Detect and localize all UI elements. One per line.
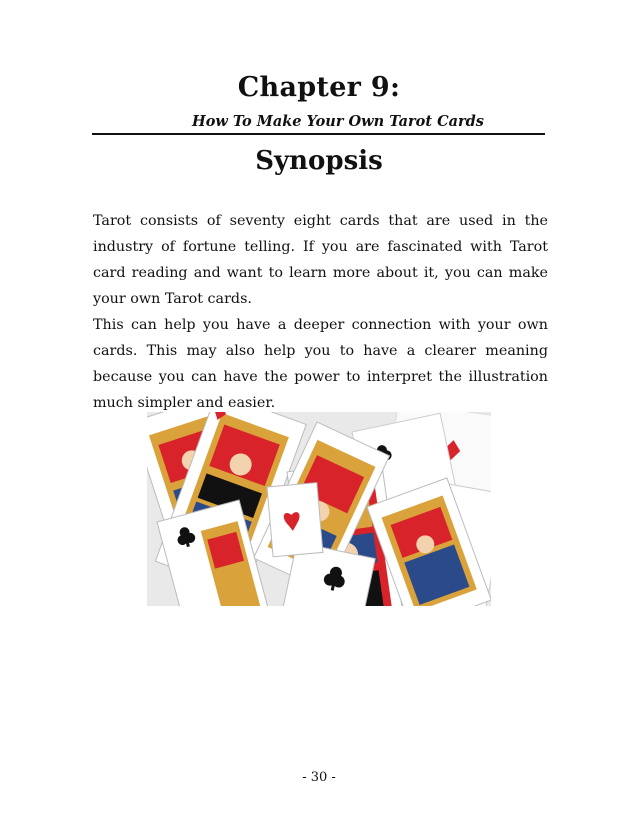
title-divider [92,133,545,135]
chapter-subtitle: How To Make Your Own Tarot Cards [192,113,484,130]
paragraph-intro: Tarot consists of seventy eight cards that are used in the industry of fortune telling. If you are fascinated with Tarot card reading and want to learn more about it, you can make your own Tarot cards. [93,213,548,307]
page-number: - 30 - [302,770,336,785]
paragraph-benefits: This can help you have a deeper connection with your own cards. This may also help you to have a clearer meaning because you can have the power to interpret the illustration much simpler and easier. [93,317,548,411]
section-title: Synopsis [255,146,383,176]
chapter-title: Chapter 9: [237,72,401,103]
playing-cards-image [147,412,491,606]
